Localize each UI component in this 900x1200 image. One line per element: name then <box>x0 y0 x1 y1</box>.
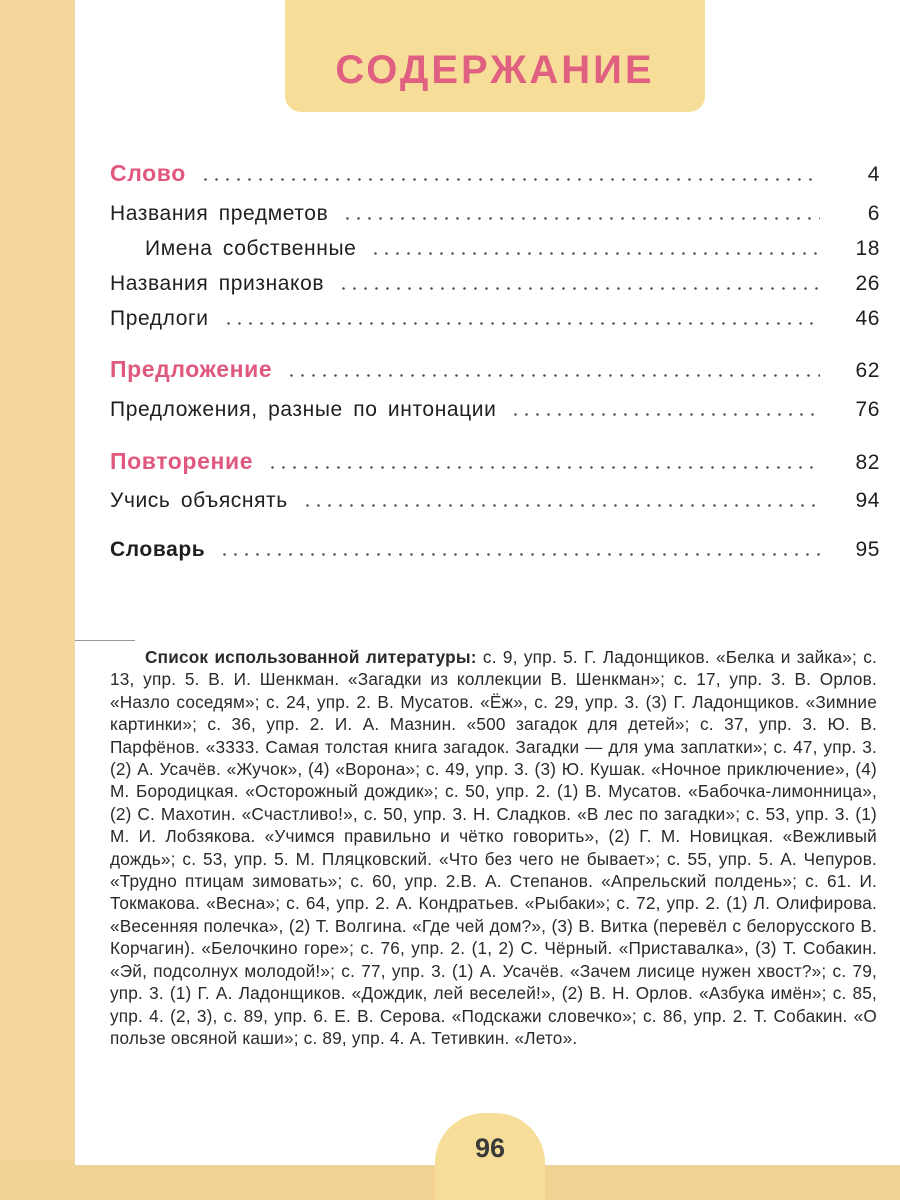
toc-entry-predlogi[interactable] <box>110 307 880 331</box>
divider <box>75 640 135 641</box>
page-title: СОДЕРЖАНИЕ <box>335 48 655 92</box>
bibliography <box>110 646 877 1049</box>
toc-label: Предлоги <box>110 307 209 330</box>
toc-entry-predlozhenie[interactable] <box>110 356 880 383</box>
toc-label: Слово <box>110 160 186 186</box>
toc-page: 26 <box>855 272 880 295</box>
toc-label: Названия признаков <box>110 272 325 295</box>
page-number: 96 <box>474 1133 506 1163</box>
toc-entry-slovar[interactable] <box>110 538 880 562</box>
toc-label: Названия предметов <box>110 202 329 225</box>
toc-leader <box>370 252 820 255</box>
toc-entry-slovo[interactable] <box>110 160 880 187</box>
toc-page: 95 <box>855 538 880 561</box>
title-tab <box>285 0 705 112</box>
page-number-tab <box>435 1113 545 1200</box>
background-band <box>0 0 75 1200</box>
toc-label: Словарь <box>110 538 206 561</box>
toc-label: Имена собственные <box>145 237 357 260</box>
toc-page: 62 <box>855 359 880 382</box>
bibliography-heading: Список использованной литературы: <box>145 647 477 667</box>
toc-leader <box>200 178 820 181</box>
toc-entry-imena-sobstvennye[interactable] <box>110 237 880 261</box>
toc-leader <box>510 413 820 416</box>
toc-page: 4 <box>867 163 880 186</box>
toc-label: Предложение <box>110 356 273 382</box>
toc-leader <box>286 374 820 377</box>
toc-entry-povtorenie[interactable] <box>110 448 880 475</box>
toc-page: 46 <box>855 307 880 330</box>
toc-leader <box>219 553 820 556</box>
toc-page: 18 <box>855 237 880 260</box>
toc-entry-nazvaniya-predmetov[interactable] <box>110 202 880 226</box>
toc-leader <box>342 217 820 220</box>
toc-page: 94 <box>855 489 880 512</box>
toc-page: 76 <box>855 398 880 421</box>
toc-leader <box>267 466 820 469</box>
toc-label: Предложения, разные по интонации <box>110 398 497 421</box>
toc-page: 6 <box>867 202 880 225</box>
toc-entry-predlozheniya-intonatsii[interactable] <box>110 398 880 422</box>
toc-leader <box>302 504 820 507</box>
toc-entry-uchis-obyasnyat[interactable] <box>110 489 880 513</box>
toc-leader <box>223 322 820 325</box>
toc-page: 82 <box>855 451 880 474</box>
toc-label: Учись объяснять <box>110 489 288 512</box>
toc-entry-nazvaniya-priznakov[interactable] <box>110 272 880 296</box>
toc-leader <box>338 287 820 290</box>
bibliography-text: с. 9, упр. 5. Г. Ладонщиков. «Белка и зайка»; с. 13, упр. 5. В. И. Шенкман. «Загадки из коллекции В. Шенкман»; с. 17, упр. 3. В. Орлов. «Назло соседям»; с. 24, упр. 2. В. Мусатов. «Ёж», с. 29, упр. 3. (3) Г. Ладонщиков. «Зимние картинки»; с. 36, упр. 2. И. А. Мазнин. «500 загадок для детей»; с. 37, упр. 3. Ю. В. Парфёнов. «3333. Самая толстая книга загадок. Загадки — для ума заплатки»; с. 47, упр. 3. (2) А. Усачёв. «Жучок», (4) «Ворона»; с. 49, упр. 3. (3) Ю. Кушак. «Ночное приключение», (4) М. Бородицкая. «Осторожный дождик»; с. 50, упр. 2. (1) В. Мусатов. «Бабочка-лимонница», (2) С. Махотин. «Счастливо!», с. 50, упр. 3. Н. Сладков. «В лес по загадки»; с. 53, упр. 3. (1) М. И. Лобзякова. «Учимся правильно и чётко говорить», (2) Г. М. Новицкая. «Вежливый дождь»; с. 53, упр. 5. М. Пляцковский. «Что без чего не бывает»; с. 55, упр. 5. А. Чепуров. «Трудно птицам зимовать»; с. 60, упр. 2.В. А. Степанов. «Апрельский полдень»; с. 61. И. Токмакова. «Весна»; с. 64, упр. 2. А. Кондратьев. «Рыбаки»; с. 72, упр. 2. (1) Л. Олифирова. «Весенняя полечка», (2) Т. Волгина. «Где чей дом?», (3) В. Витка (перевёл с белорусского В. Корчагин). «Белочкино горе»; с. 76, упр. 2. (1, 2) С. Чёрный. «Приставалка», (3) Т. Собакин. «Эй, подсолнух молодой!»; с. 77, упр. 3. (1) А. Усачёв. «Зачем лисице нужен хвост?»; с. 79, упр. 3. (1) Г. А. Ладонщиков. «Дождик, лей веселей!», (2) В. Н. Орлов. «Азбука имён»; с. 85, упр. 4. (2, 3), с. 89, упр. 6. Е. В. Серова. «Подскажи словечко»; с. 86, упр. 2. Т. Собакин. «О пользе овсяной каши»; с. 89, упр. 4. А. Тетивкин. «Лето». <box>110 647 877 1048</box>
toc-label: Повторение <box>110 448 254 474</box>
